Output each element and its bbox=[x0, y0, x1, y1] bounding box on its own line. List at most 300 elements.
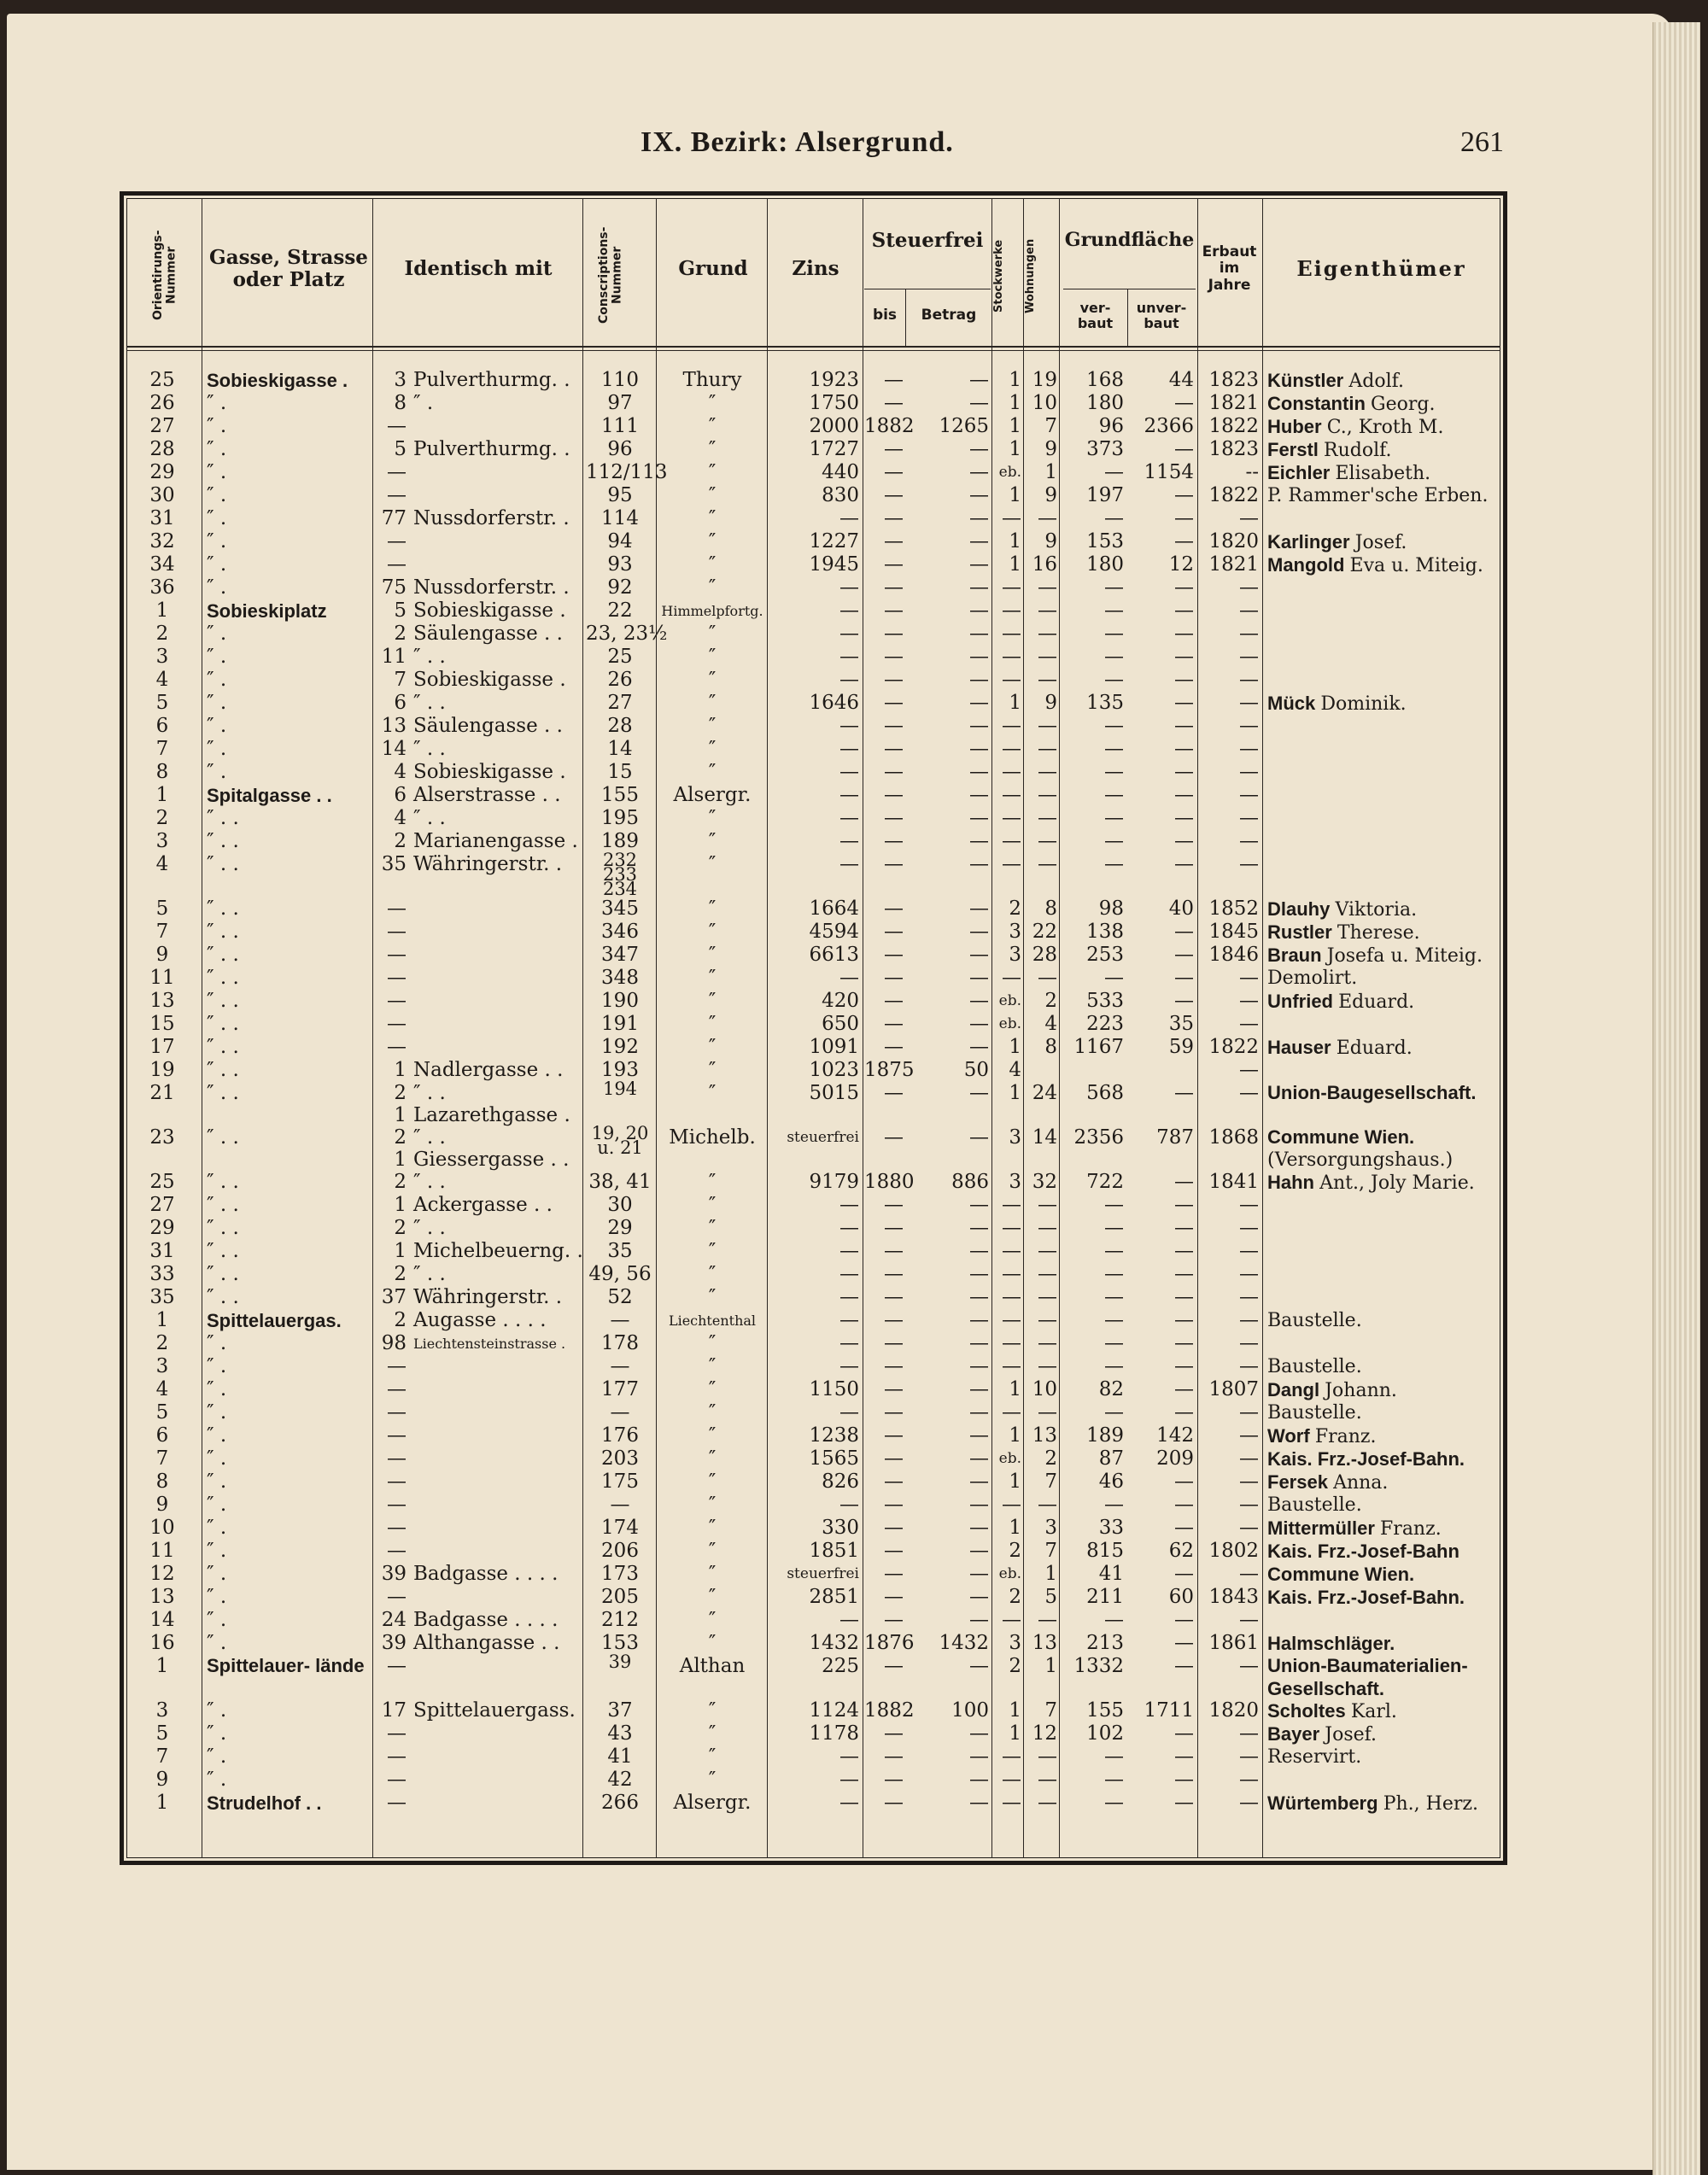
owner-name-bold: Eichler bbox=[1267, 462, 1336, 483]
table-row bbox=[0, 1123, 1708, 1171]
cell-betrag: — bbox=[969, 599, 989, 622]
owner-name: (Versorgungshaus.) bbox=[1267, 1149, 1454, 1171]
cell-bis: — bbox=[884, 1792, 904, 1814]
cell-idn: — bbox=[387, 1722, 407, 1745]
cell-stock: 1 bbox=[1009, 1378, 1021, 1400]
cell-street: ″ . bbox=[207, 1586, 227, 1608]
cell-bis: — bbox=[884, 1586, 904, 1608]
cell-unverb: 142 bbox=[1156, 1424, 1194, 1447]
cell-grund: ″ bbox=[708, 553, 717, 576]
table-row bbox=[0, 507, 1708, 530]
cell-stock: 1 bbox=[1009, 1470, 1021, 1493]
cell-nr: 25 bbox=[149, 1171, 175, 1193]
cell-stock: — bbox=[1002, 623, 1021, 645]
cell-grund: ″ bbox=[708, 484, 717, 506]
cell-wohn: 9 bbox=[1044, 530, 1057, 553]
cell-street: ″ . . bbox=[207, 1240, 239, 1262]
cell-zins: — bbox=[839, 1240, 859, 1262]
cell-nr: 32 bbox=[149, 530, 175, 553]
cell-owner bbox=[1267, 438, 1498, 461]
cell-owner bbox=[1267, 1609, 1498, 1632]
cell-verb: 98 bbox=[1098, 897, 1124, 920]
cell-stock: — bbox=[1002, 761, 1021, 783]
cell-street: ″ . bbox=[207, 1494, 227, 1516]
cell-zins: 1851 bbox=[809, 1540, 859, 1562]
cell-betrag: — bbox=[969, 1722, 989, 1745]
cell-unverb: — bbox=[1174, 1769, 1194, 1791]
cell-ids bbox=[413, 944, 581, 967]
cell-ids bbox=[413, 1769, 581, 1792]
cell-idn: 2 1 bbox=[394, 1082, 407, 1126]
cell-owner bbox=[1267, 553, 1498, 576]
table-row bbox=[0, 1355, 1708, 1378]
cell-bis: — bbox=[884, 1013, 904, 1035]
cell-cons: 232 233 234 bbox=[602, 850, 638, 899]
table-row bbox=[0, 897, 1708, 921]
cell-bis: — bbox=[884, 1447, 904, 1470]
cell-unverb: — bbox=[1174, 1470, 1194, 1493]
cell-nr: 9 bbox=[155, 1769, 169, 1791]
cell-verb: 189 bbox=[1086, 1424, 1124, 1447]
table-row bbox=[0, 807, 1708, 830]
cell-verb: — bbox=[1104, 1494, 1124, 1516]
cell-ids bbox=[413, 1745, 581, 1769]
cell-nr: 26 bbox=[149, 392, 175, 414]
cell-unverb: — bbox=[1174, 944, 1194, 966]
cell-verb: — bbox=[1104, 1355, 1124, 1377]
cell-nr: 1 bbox=[155, 1792, 169, 1814]
table-row bbox=[0, 1494, 1708, 1517]
cell-ids: Währingerstr. . bbox=[413, 1286, 563, 1308]
cell-owner bbox=[1267, 1194, 1498, 1217]
cell-idn: — bbox=[387, 1792, 407, 1814]
cell-stock: 1 bbox=[1009, 1082, 1021, 1104]
cell-zins: 1124 bbox=[809, 1699, 859, 1722]
cell-ids: Nussdorferstr. . bbox=[413, 507, 570, 529]
cell-bis: — bbox=[884, 530, 904, 553]
cell-unverb: — bbox=[1174, 1309, 1194, 1331]
owner-name-bold: Halmschläger. bbox=[1267, 1633, 1395, 1654]
cell-ids bbox=[413, 1424, 581, 1447]
cell-idn: — bbox=[387, 897, 407, 920]
cell-verb: — bbox=[1104, 967, 1124, 989]
cell-owner bbox=[1267, 1332, 1498, 1355]
cell-stock: 1 bbox=[1009, 392, 1021, 414]
cell-idn: 37 bbox=[381, 1286, 407, 1308]
cell-owner bbox=[1267, 921, 1498, 944]
cell-verb: — bbox=[1104, 1792, 1124, 1814]
cell-betrag: — bbox=[969, 553, 989, 576]
cell-bis: — bbox=[884, 1217, 904, 1239]
cell-wohn: 24 bbox=[1032, 1082, 1057, 1104]
cell-nr: 9 bbox=[155, 1494, 169, 1516]
cell-wohn: 12 bbox=[1032, 1722, 1057, 1745]
cell-year: — bbox=[1239, 807, 1259, 829]
cell-zins: — bbox=[839, 623, 859, 645]
cell-ids: Sobieskigasse . bbox=[413, 761, 566, 783]
cell-zins: 1023 bbox=[809, 1059, 859, 1081]
cell-zins: 1432 bbox=[809, 1632, 859, 1654]
cell-cons: 205 bbox=[601, 1586, 639, 1608]
cell-cons: 110 bbox=[601, 369, 639, 391]
cell-wohn: — bbox=[1038, 738, 1057, 760]
cell-idn: 39 bbox=[381, 1563, 407, 1585]
cell-zins: — bbox=[839, 967, 859, 989]
cell-unverb: — bbox=[1174, 1263, 1194, 1285]
cell-year: — bbox=[1239, 1194, 1259, 1216]
cell-grund: Himmelpfortg. bbox=[661, 603, 763, 619]
cell-idn: 4 bbox=[394, 807, 407, 829]
cell-owner bbox=[1267, 1563, 1498, 1586]
cell-street: ″ . bbox=[207, 1540, 227, 1562]
cell-nr: 31 bbox=[149, 507, 175, 529]
cell-stock: — bbox=[1002, 1194, 1021, 1216]
cell-verb: — bbox=[1104, 1194, 1124, 1216]
cell-street: ″ . bbox=[207, 1745, 227, 1768]
cell-betrag: — bbox=[969, 507, 989, 529]
cell-ids bbox=[413, 897, 581, 921]
cell-idn: — bbox=[387, 1355, 407, 1377]
cell-street: ″ . bbox=[207, 669, 227, 691]
cell-betrag: — bbox=[969, 967, 989, 989]
cell-bis: — bbox=[884, 623, 904, 645]
cell-street: Sobieskigasse . bbox=[207, 370, 348, 391]
cell-cons: 22 bbox=[607, 599, 633, 622]
cell-year: — bbox=[1239, 599, 1259, 622]
cell-unverb: 787 bbox=[1156, 1126, 1194, 1149]
cell-wohn: — bbox=[1038, 1332, 1057, 1354]
cell-stock: — bbox=[1002, 807, 1021, 829]
cell-grund: ″ bbox=[708, 438, 717, 460]
cell-stock: — bbox=[1002, 507, 1021, 529]
cell-cons: 206 bbox=[601, 1540, 639, 1562]
cell-stock: eb. bbox=[998, 1015, 1021, 1032]
cell-grund: ″ bbox=[708, 1378, 717, 1400]
cell-cons: 189 bbox=[601, 830, 639, 852]
col-header-grundflaeche: Grundfläche bbox=[1064, 229, 1195, 252]
cell-year: — bbox=[1239, 1447, 1259, 1470]
cell-verb: — bbox=[1104, 807, 1124, 829]
cell-year: — bbox=[1239, 1722, 1259, 1745]
cell-idn: — bbox=[387, 530, 407, 553]
cell-grund: ″ bbox=[708, 576, 717, 599]
cell-cons: 192 bbox=[601, 1036, 639, 1058]
cell-nr: 4 bbox=[155, 1378, 169, 1400]
cell-ids bbox=[413, 415, 581, 438]
cell-owner bbox=[1267, 1401, 1498, 1424]
cell-unverb: — bbox=[1174, 599, 1194, 622]
cell-verb: 223 bbox=[1086, 1013, 1124, 1035]
cell-cons: 266 bbox=[601, 1792, 639, 1814]
table-row bbox=[0, 623, 1708, 646]
cell-street: ″ . . bbox=[207, 807, 239, 829]
cell-verb: — bbox=[1104, 599, 1124, 622]
cell-cons: — bbox=[610, 1355, 630, 1377]
cell-stock: 3 bbox=[1009, 921, 1021, 943]
cell-nr: 27 bbox=[149, 1194, 175, 1216]
owner-name: P. Rammer'sche Erben. bbox=[1267, 485, 1489, 506]
cell-unverb: — bbox=[1174, 761, 1194, 783]
cell-bis: 1880 bbox=[864, 1171, 915, 1193]
cell-grund: ″ bbox=[708, 921, 717, 943]
col-header-zins: Zins bbox=[792, 256, 839, 280]
cell-idn: — bbox=[387, 1494, 407, 1516]
cell-verb: 155 bbox=[1086, 1699, 1124, 1722]
cell-street: ″ . bbox=[207, 1722, 227, 1745]
cell-idn: — bbox=[387, 990, 407, 1012]
owner-name-bold: Unfried bbox=[1267, 991, 1339, 1012]
cell-unverb: — bbox=[1174, 1378, 1194, 1400]
cell-year: 1807 bbox=[1208, 1378, 1259, 1400]
cell-zins: — bbox=[839, 761, 859, 783]
cell-betrag: — bbox=[969, 1563, 989, 1585]
table-row bbox=[0, 1586, 1708, 1609]
cell-year: 1841 bbox=[1208, 1171, 1259, 1193]
col-header-bis: bis bbox=[872, 307, 898, 324]
cell-zins: 1178 bbox=[809, 1722, 859, 1745]
cell-street: ″ . bbox=[207, 392, 227, 414]
cell-grund: ″ bbox=[708, 1217, 717, 1239]
cell-owner bbox=[1267, 1699, 1498, 1722]
cell-verb: 168 bbox=[1086, 369, 1124, 391]
cell-ids: ″ . . bbox=[413, 692, 446, 714]
cell-grund: ″ bbox=[708, 1332, 717, 1354]
cell-verb: — bbox=[1104, 853, 1124, 875]
cell-year: 1820 bbox=[1208, 530, 1259, 553]
cell-wohn: — bbox=[1038, 507, 1057, 529]
col-header-stockwerke: Stockwerke bbox=[992, 239, 1005, 313]
cell-unverb: — bbox=[1174, 853, 1194, 875]
cell-unverb: — bbox=[1174, 576, 1194, 599]
cell-unverb: — bbox=[1174, 1240, 1194, 1262]
cell-stock: — bbox=[1002, 1332, 1021, 1354]
cell-bis: — bbox=[884, 990, 904, 1012]
cell-cons: 15 bbox=[607, 761, 633, 783]
cell-owner bbox=[1267, 1263, 1498, 1286]
cell-verb: 102 bbox=[1086, 1722, 1124, 1745]
owner-name: Eduard. bbox=[1336, 1038, 1413, 1059]
cell-zins: — bbox=[839, 830, 859, 852]
cell-owner bbox=[1267, 1792, 1498, 1815]
cell-grund: ″ bbox=[708, 623, 717, 645]
cell-betrag: — bbox=[969, 1655, 989, 1677]
cell-unverb: — bbox=[1174, 1171, 1194, 1193]
cell-stock: — bbox=[1002, 669, 1021, 691]
cell-nr: 6 bbox=[155, 1424, 169, 1447]
table-row bbox=[0, 1632, 1708, 1655]
cell-street: ″ . bbox=[207, 715, 227, 737]
cell-betrag: — bbox=[969, 1424, 989, 1447]
owner-name-bold: Kais. Frz.-Josef-Bahn. bbox=[1267, 1587, 1465, 1608]
cell-verb: 87 bbox=[1098, 1447, 1124, 1470]
cell-stock: 3 bbox=[1009, 1632, 1021, 1654]
cell-cons: 177 bbox=[601, 1378, 639, 1400]
cell-betrag: 1432 bbox=[939, 1632, 989, 1654]
cell-wohn: 8 bbox=[1044, 1036, 1057, 1058]
cell-cons: 26 bbox=[607, 669, 633, 691]
cell-cons: 14 bbox=[607, 738, 633, 760]
cell-zins: — bbox=[839, 1355, 859, 1377]
cell-zins: — bbox=[839, 1745, 859, 1768]
cell-idn: 2 bbox=[394, 830, 407, 852]
cell-owner bbox=[1267, 1540, 1498, 1563]
cell-unverb: — bbox=[1174, 530, 1194, 553]
cell-zins: 1664 bbox=[809, 897, 859, 920]
cell-idn: — bbox=[387, 461, 407, 483]
cell-bis: — bbox=[884, 392, 904, 414]
cell-cons: 173 bbox=[601, 1563, 639, 1585]
cell-nr: 21 bbox=[149, 1082, 175, 1104]
cell-ids bbox=[413, 1036, 581, 1059]
cell-grund: ″ bbox=[708, 1722, 717, 1745]
table-row bbox=[0, 369, 1708, 392]
cell-unverb: — bbox=[1174, 1792, 1194, 1814]
cell-ids: ″ . . Giessergasse . . bbox=[413, 1126, 570, 1171]
cell-unverb: — bbox=[1174, 1722, 1194, 1745]
cell-wohn: — bbox=[1038, 761, 1057, 783]
cell-nr: 1 bbox=[155, 1309, 169, 1331]
cell-wohn: 22 bbox=[1032, 921, 1057, 943]
cell-street: ″ . . bbox=[207, 853, 239, 875]
cell-idn: 3 bbox=[394, 369, 407, 391]
cell-betrag: — bbox=[969, 692, 989, 714]
cell-grund: ″ bbox=[708, 830, 717, 852]
cell-stock: eb. bbox=[998, 1565, 1021, 1582]
cell-nr: 8 bbox=[155, 1470, 169, 1493]
cell-owner bbox=[1267, 1470, 1498, 1494]
cell-betrag: 886 bbox=[951, 1171, 989, 1193]
cell-nr: 35 bbox=[149, 1286, 175, 1308]
owner-name-bold: Würtemberg bbox=[1267, 1792, 1383, 1814]
cell-unverb: 60 bbox=[1168, 1586, 1194, 1608]
cell-unverb: — bbox=[1174, 1286, 1194, 1308]
cell-idn: 75 bbox=[381, 576, 407, 599]
cell-bis: — bbox=[884, 1036, 904, 1058]
cell-nr: 29 bbox=[149, 461, 175, 483]
cell-ids bbox=[413, 1470, 581, 1494]
table-row bbox=[0, 599, 1708, 623]
table-row bbox=[0, 1036, 1708, 1059]
cell-ids bbox=[413, 1013, 581, 1036]
cell-street: ″ . . bbox=[207, 1194, 239, 1216]
cell-stock: — bbox=[1002, 784, 1021, 806]
table-row bbox=[0, 461, 1708, 484]
cell-street: ″ . bbox=[207, 1699, 227, 1722]
cell-grund: ″ bbox=[708, 944, 717, 966]
cell-year: 1852 bbox=[1208, 897, 1259, 920]
cell-betrag: — bbox=[969, 1309, 989, 1331]
cell-bis: — bbox=[884, 1378, 904, 1400]
cell-grund: ″ bbox=[708, 807, 717, 829]
cell-owner bbox=[1267, 1013, 1498, 1036]
cell-zins: 2851 bbox=[809, 1586, 859, 1608]
cell-idn: 8 bbox=[394, 392, 407, 414]
owner-name-bold: Mück bbox=[1267, 693, 1321, 714]
cell-grund: ″ bbox=[708, 1194, 717, 1216]
cell-verb: — bbox=[1104, 1332, 1124, 1354]
page-title: IX. Bezirk: Alsergrund. bbox=[640, 126, 954, 158]
cell-street: ″ . bbox=[207, 623, 227, 645]
cell-cons: 96 bbox=[607, 438, 633, 460]
cell-ids: ″ . . bbox=[413, 807, 446, 829]
owner-name-bold: Braun bbox=[1267, 944, 1327, 966]
cell-idn: — bbox=[387, 553, 407, 576]
cell-wohn: 7 bbox=[1044, 415, 1057, 437]
cell-bis: — bbox=[884, 1540, 904, 1562]
cell-bis: 1882 bbox=[864, 1699, 915, 1722]
cell-betrag: — bbox=[969, 1792, 989, 1814]
cell-street: ″ . bbox=[207, 507, 227, 529]
cell-unverb: — bbox=[1174, 807, 1194, 829]
cell-bis: — bbox=[884, 1309, 904, 1331]
cell-cons: 27 bbox=[607, 692, 633, 714]
cell-verb: — bbox=[1104, 1240, 1124, 1262]
cell-owner bbox=[1267, 944, 1498, 967]
table-row bbox=[0, 646, 1708, 669]
cell-year: 1843 bbox=[1208, 1586, 1259, 1608]
cell-grund: ″ bbox=[708, 507, 717, 529]
cell-cons: 174 bbox=[601, 1517, 639, 1539]
cell-idn: 2 bbox=[394, 623, 407, 645]
owner-name-bold: Künstler bbox=[1267, 370, 1349, 391]
cell-verb: 33 bbox=[1098, 1517, 1124, 1539]
owner-name-bold: Dangl bbox=[1267, 1379, 1325, 1400]
cell-wohn: — bbox=[1038, 1286, 1057, 1308]
cell-stock: 4 bbox=[1009, 1059, 1021, 1081]
cell-wohn: 13 bbox=[1032, 1632, 1057, 1654]
cell-bis: — bbox=[884, 1769, 904, 1791]
cell-wohn: 1 bbox=[1044, 1563, 1057, 1585]
cell-wohn: 32 bbox=[1032, 1171, 1057, 1193]
cell-grund: ″ bbox=[708, 1540, 717, 1562]
owner-name: Viktoria. bbox=[1335, 899, 1418, 921]
cell-stock: — bbox=[1002, 1745, 1021, 1768]
cell-cons: 111 bbox=[601, 415, 639, 437]
cell-ids bbox=[413, 1517, 581, 1540]
owner-name-bold: Mittermüller bbox=[1267, 1517, 1381, 1539]
cell-grund: ″ bbox=[708, 1745, 717, 1768]
table-row bbox=[0, 850, 1708, 899]
table-row bbox=[0, 1309, 1708, 1332]
cell-idn: 11 bbox=[381, 646, 407, 668]
owner-name-bold: Constantin bbox=[1267, 393, 1371, 414]
cell-bis: — bbox=[884, 1286, 904, 1308]
cell-bis: — bbox=[884, 576, 904, 599]
owner-name: Georg. bbox=[1371, 394, 1436, 415]
cell-bis: — bbox=[884, 830, 904, 852]
cell-cons: 94 bbox=[607, 530, 633, 553]
cell-wohn: — bbox=[1038, 967, 1057, 989]
cell-betrag: 50 bbox=[963, 1059, 989, 1081]
cell-zins: — bbox=[839, 576, 859, 599]
cell-cons: — bbox=[610, 1494, 630, 1516]
cell-nr: 5 bbox=[155, 897, 169, 920]
cell-stock: — bbox=[1002, 1217, 1021, 1239]
cell-verb: — bbox=[1104, 738, 1124, 760]
cell-grund: ″ bbox=[708, 1240, 717, 1262]
cell-stock: — bbox=[1002, 1494, 1021, 1516]
cell-stock: — bbox=[1002, 1792, 1021, 1814]
cell-zins: 1945 bbox=[809, 553, 859, 576]
cell-owner bbox=[1267, 1378, 1498, 1401]
cell-verb: 373 bbox=[1086, 438, 1124, 460]
cell-verb: 722 bbox=[1086, 1171, 1124, 1193]
cell-wohn: — bbox=[1038, 1769, 1057, 1791]
cell-grund: ″ bbox=[708, 669, 717, 691]
cell-cons: 39 bbox=[608, 1652, 632, 1672]
cell-year: — bbox=[1239, 830, 1259, 852]
cell-ids: ″ . . Lazarethgasse . bbox=[413, 1082, 570, 1126]
